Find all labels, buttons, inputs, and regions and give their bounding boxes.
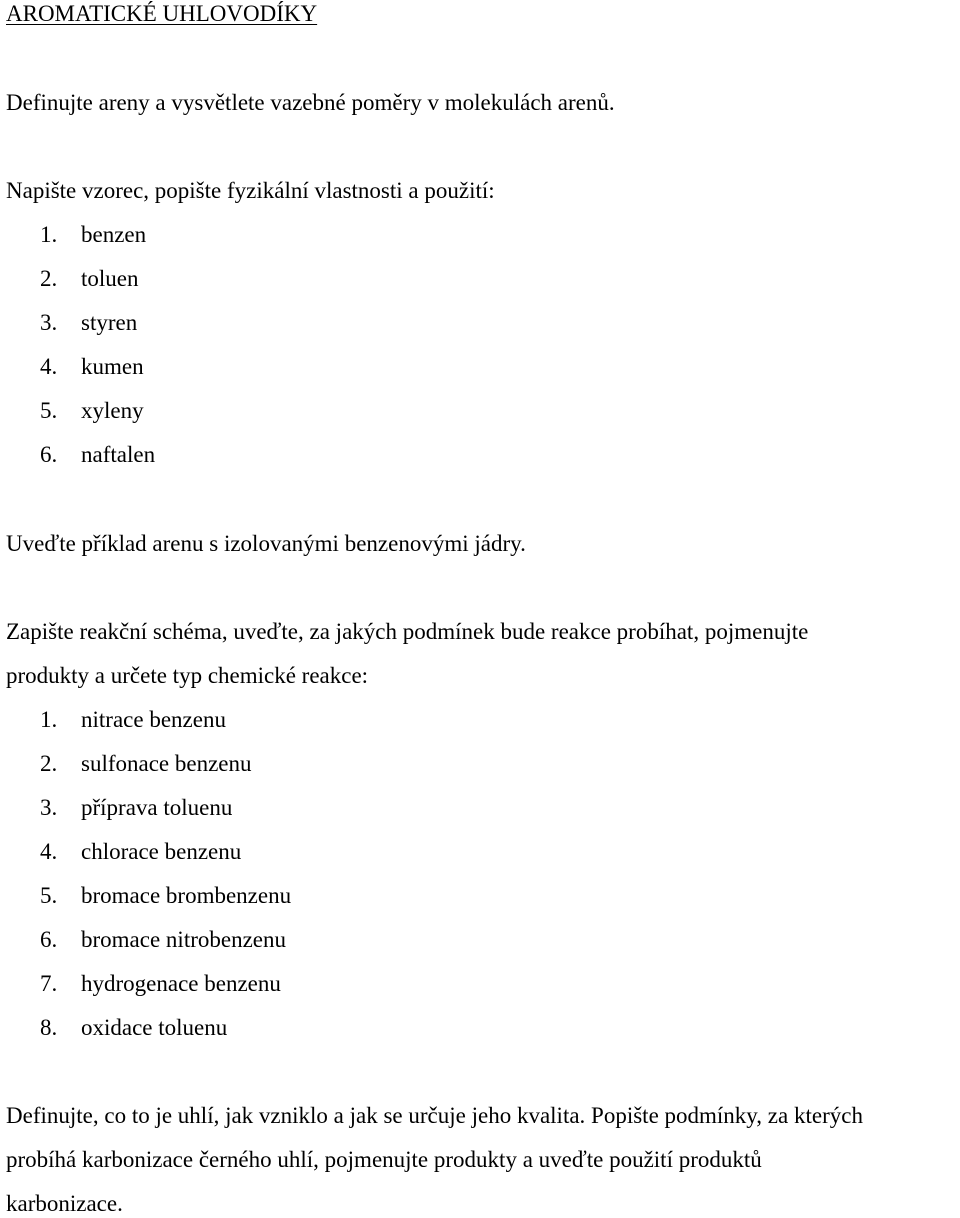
list-text: sulfonace benzenu bbox=[81, 751, 252, 776]
list-item bbox=[40, 970, 281, 998]
question-reaction-prompt-line2: produkty a určete typ chemické reakce: bbox=[6, 663, 369, 688]
list-item bbox=[40, 265, 139, 293]
list-item bbox=[40, 309, 137, 337]
list-number: 6. bbox=[40, 927, 58, 952]
list-item bbox=[40, 926, 286, 954]
list-item bbox=[40, 750, 252, 778]
list-text: toluen bbox=[81, 266, 139, 291]
list-text: hydrogenace benzenu bbox=[81, 971, 281, 996]
list-text: benzen bbox=[81, 222, 147, 247]
list-item bbox=[40, 882, 291, 910]
question-coal-line2: probíhá karbonizace černého uhlí, pojmenujte produkty a uveďte použití produktů bbox=[6, 1147, 762, 1172]
list-item bbox=[40, 1014, 227, 1042]
list-text: styren bbox=[81, 310, 138, 335]
list-item bbox=[40, 397, 144, 425]
list-text: nitrace benzenu bbox=[81, 707, 226, 732]
list-item bbox=[40, 221, 146, 249]
list-text: xyleny bbox=[81, 398, 144, 423]
question-reaction-prompt-line1: Zapište reakční schéma, uveďte, za jakých podmínek bude reakce probíhat, pojmenujte bbox=[6, 619, 809, 644]
list-text: oxidace toluenu bbox=[81, 1015, 228, 1040]
list-text: příprava toluenu bbox=[81, 795, 233, 820]
list-number: 4. bbox=[40, 354, 58, 379]
list-number: 4. bbox=[40, 839, 58, 864]
list-text: bromace nitrobenzenu bbox=[81, 927, 286, 952]
list-number: 3. bbox=[40, 795, 58, 820]
list-number: 6. bbox=[40, 442, 58, 467]
list-text: chlorace benzenu bbox=[81, 839, 242, 864]
list-number: 1. bbox=[40, 707, 58, 732]
list-number: 5. bbox=[40, 398, 58, 423]
question-arenes-definition: Definujte areny a vysvětlete vazebné poměry v molekulách arenů. bbox=[6, 90, 615, 115]
list-number: 1. bbox=[40, 222, 58, 247]
list-number: 8. bbox=[40, 1015, 58, 1040]
question-formula-prompt: Napište vzorec, popište fyzikální vlastnosti a použití: bbox=[6, 178, 495, 203]
list-number: 5. bbox=[40, 883, 58, 908]
list-item bbox=[40, 838, 241, 866]
list-item bbox=[40, 706, 226, 734]
list-item bbox=[40, 441, 155, 469]
question-isolated-rings: Uveďte příklad arenu s izolovanými benzenovými jádry. bbox=[6, 531, 526, 556]
question-coal-line3: karbonizace. bbox=[6, 1191, 123, 1216]
list-number: 3. bbox=[40, 310, 58, 335]
list-number: 7. bbox=[40, 971, 58, 996]
list-text: bromace brombenzenu bbox=[81, 883, 292, 908]
question-coal-line1: Definujte, co to je uhlí, jak vzniklo a jak se určuje jeho kvalita. Popište podmínky, za kterých bbox=[6, 1103, 863, 1128]
list-text: naftalen bbox=[81, 442, 156, 467]
list-number: 2. bbox=[40, 751, 58, 776]
list-text: kumen bbox=[81, 354, 144, 379]
list-item bbox=[40, 794, 232, 822]
page-title: AROMATICKÉ UHLOVODÍKY bbox=[6, 1, 318, 26]
list-number: 2. bbox=[40, 266, 58, 291]
list-item bbox=[40, 353, 144, 381]
